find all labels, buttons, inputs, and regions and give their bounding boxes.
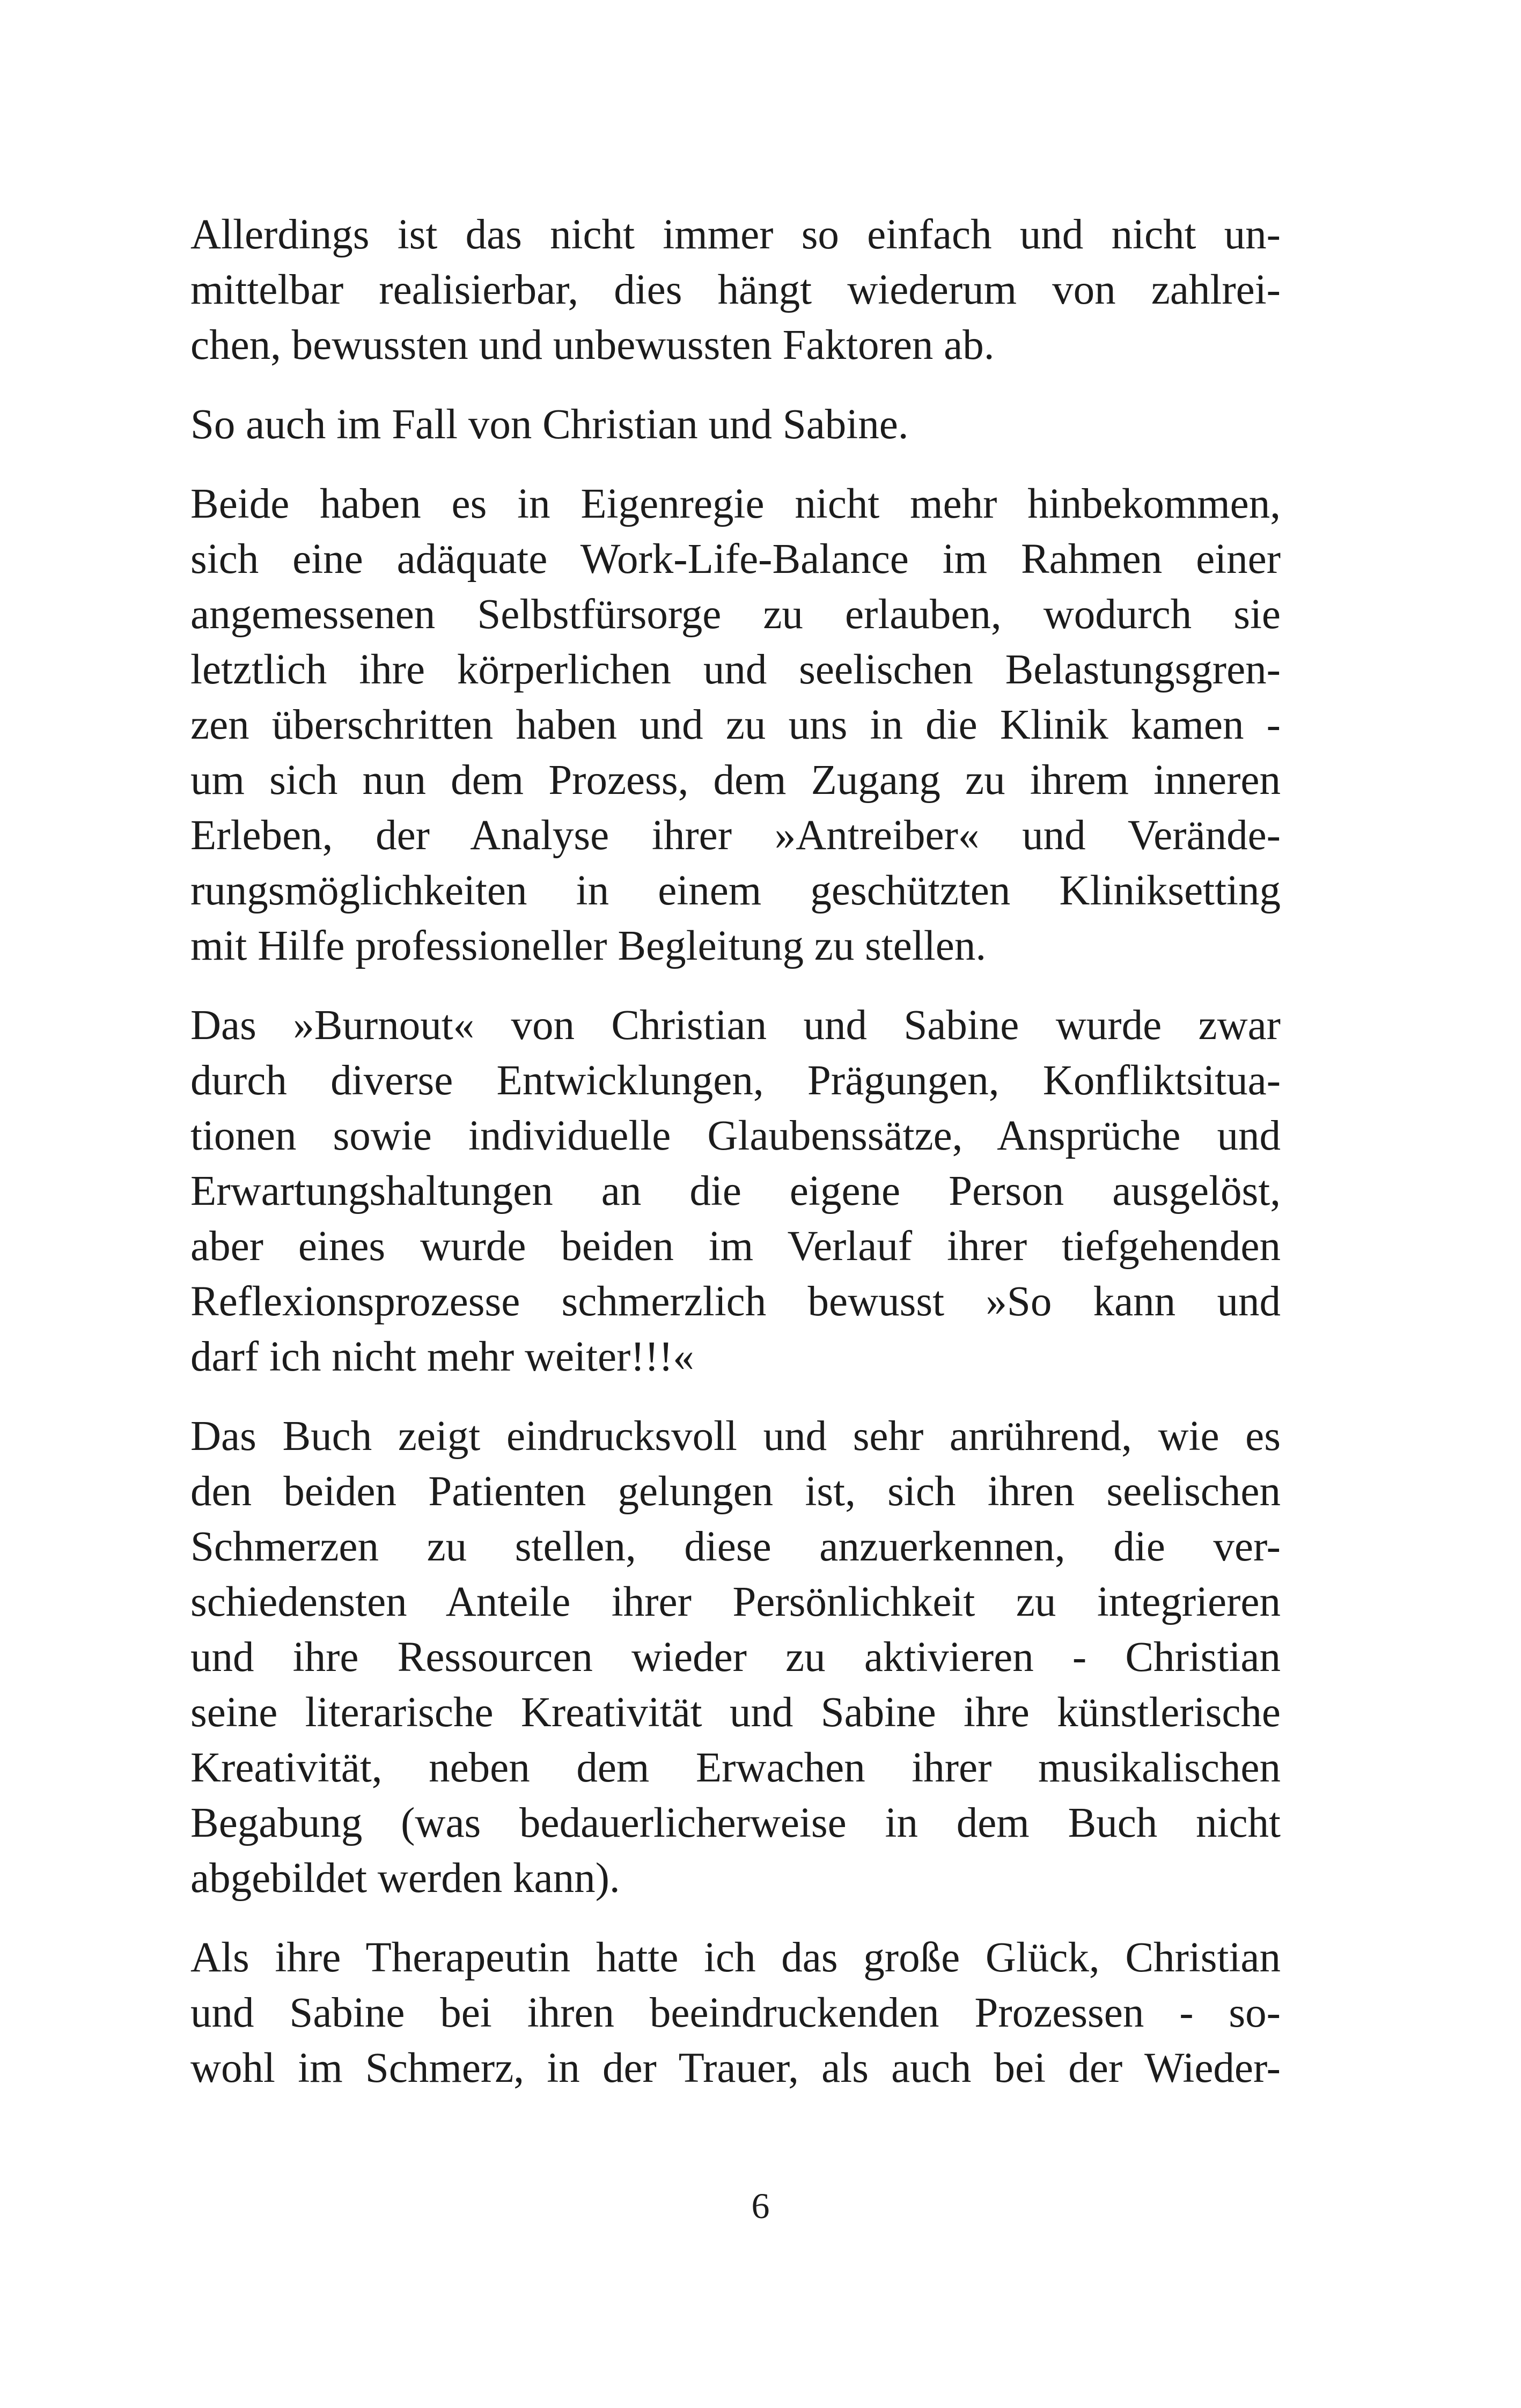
text-line: abgebildet werden kann). xyxy=(190,1855,620,1902)
text-line: seine literarische Kreativität und Sabine ihre künstlerische xyxy=(190,1689,1281,1736)
text-line: Begabung (was bedauerlicherweise in dem Buch nicht xyxy=(190,1800,1281,1846)
text-line: darf ich nicht mehr weiter!!!« xyxy=(190,1334,694,1380)
text-line: Kreativität, neben dem Erwachen ihrer musikalischen xyxy=(190,1744,1281,1791)
paragraph-spacing xyxy=(190,373,1281,397)
text-line: zen überschritten haben und zu uns in die Klinik kamen - xyxy=(190,702,1281,748)
text-line: tionen sowie individuelle Glaubenssätze, Ansprüche und xyxy=(190,1113,1281,1159)
text-line: aber eines wurde beiden im Verlauf ihrer tiefgehenden xyxy=(190,1223,1281,1270)
text-line: um sich nun dem Prozess, dem Zugang zu ihrem inneren xyxy=(190,757,1281,804)
page-number: 6 xyxy=(751,2185,770,2226)
paragraph-spacing xyxy=(190,1385,1281,1409)
text-line: So auch im Fall von Christian und Sabine. xyxy=(190,401,909,448)
text-line: Als ihre Therapeutin hatte ich das große Glück, Christian xyxy=(190,1934,1281,1981)
text-line: Beide haben es in Eigenregie nicht mehr hinbekommen, xyxy=(190,481,1281,527)
text-line: und Sabine bei ihren beeindruckenden Prozessen - so- xyxy=(190,1990,1281,2036)
text-line: Erwartungshaltungen an die eigene Person ausgelöst, xyxy=(190,1168,1281,1214)
text-line: Schmerzen zu stellen, diese anzuerkennen, die ver- xyxy=(190,1523,1281,1570)
text-line: Erleben, der Analyse ihrer »Antreiber« und Verände- xyxy=(190,812,1281,859)
text-line: mit Hilfe professioneller Begleitung zu stellen. xyxy=(190,923,987,969)
text-line: rungsmöglichkeiten in einem geschützten Kliniksetting xyxy=(190,867,1281,914)
text-line: Allerdings ist das nicht immer so einfach und nicht un- xyxy=(190,211,1281,258)
text-line: wohl im Schmerz, in der Trauer, als auch bei der Wieder- xyxy=(190,2045,1281,2092)
paragraph-spacing xyxy=(190,452,1281,476)
paragraph xyxy=(190,207,1281,373)
paragraph-spacing xyxy=(190,974,1281,998)
paragraph-spacing xyxy=(190,1906,1281,1930)
text-line: sich eine adäquate Work-Life-Balance im Rahmen einer xyxy=(190,536,1281,583)
text-line: und ihre Ressourcen wieder zu aktivieren - Christian xyxy=(190,1634,1281,1681)
text-line: Das Buch zeigt eindrucksvoll und sehr anrührend, wie es xyxy=(190,1413,1281,1460)
paragraph xyxy=(190,1409,1281,1906)
text-line: Das »Burnout« von Christian und Sabine wurde zwar xyxy=(190,1002,1281,1049)
text-line: durch diverse Entwicklungen, Prägungen, Konfliktsitua- xyxy=(190,1057,1281,1104)
paragraph xyxy=(190,476,1281,974)
text-line: schiedensten Anteile ihrer Persönlichkeit zu integrieren xyxy=(190,1579,1281,1625)
paragraph xyxy=(190,397,1281,452)
text-line: letztlich ihre körperlichen und seelischen Belastungsgren- xyxy=(190,646,1281,693)
paragraph xyxy=(190,998,1281,1385)
text-line: den beiden Patienten gelungen ist, sich ihren seelischen xyxy=(190,1468,1281,1515)
text-line: Reflexionsprozesse schmerzlich bewusst »So kann und xyxy=(190,1278,1281,1325)
text-line: mittelbar realisierbar, dies hängt wiederum von zahlrei- xyxy=(190,267,1281,313)
text-line: chen, bewussten und unbewussten Faktoren ab. xyxy=(190,322,995,369)
paragraph xyxy=(190,1930,1281,2096)
text-line: angemessenen Selbstfürsorge zu erlauben, wodurch sie xyxy=(190,591,1281,638)
body-text xyxy=(190,207,1281,2096)
